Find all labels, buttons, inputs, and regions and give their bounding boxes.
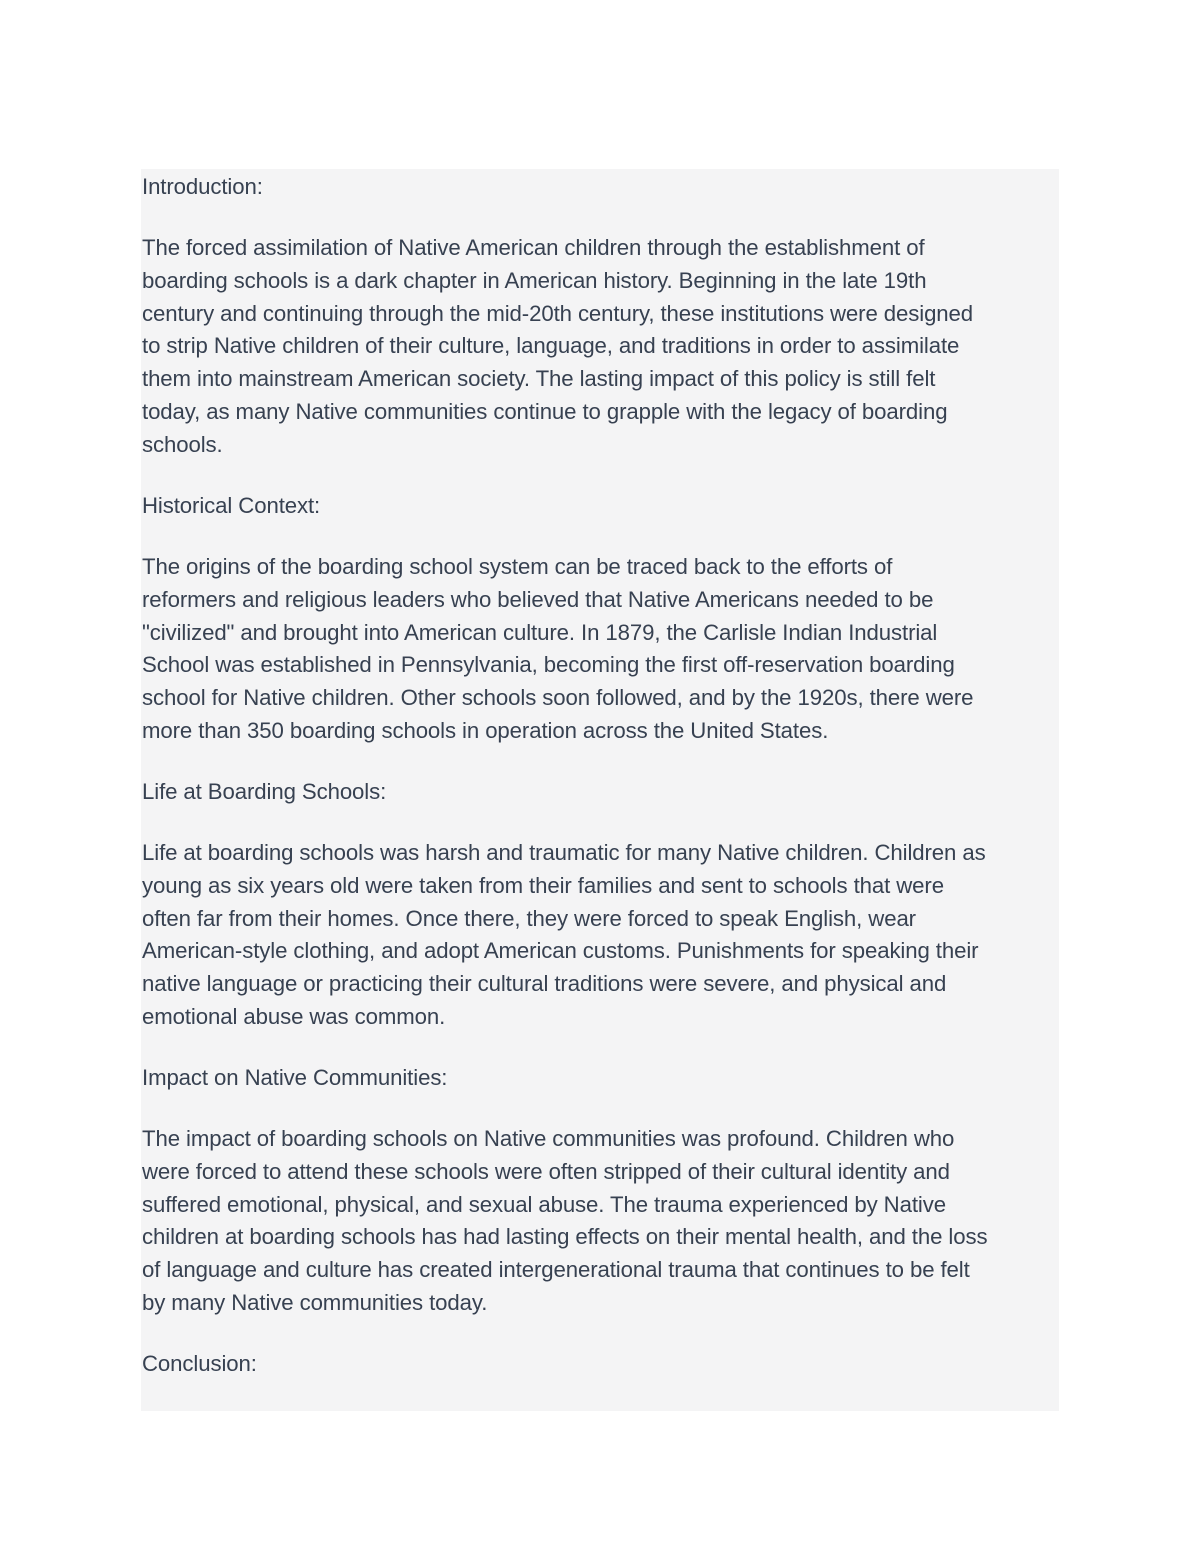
section-heading-historical-context: Historical Context: [142,492,321,518]
paragraph-line: were forced to attend these schools were often stripped of their cultural identity and [142,1159,950,1185]
section-heading-introduction: Introduction: [142,174,263,199]
paragraph-line: more than 350 boarding schools in operation across the United States. [142,717,829,743]
paragraph-line: "civilized" and brought into American culture. In 1879, the Carlisle Indian Industrial [142,619,938,645]
paragraph-line: to strip Native children of their culture, language, and traditions in order to assimilate [142,333,960,359]
section-paragraph-life-at-boarding-schools [142,837,1059,1033]
paragraph-line: School was established in Pennsylvania, becoming the first off-reservation boarding [142,652,955,678]
paragraph-line: reformers and religious leaders who believed that Native Americans needed to be [142,586,934,612]
document-text-block [141,169,1059,1411]
paragraph-line: The forced assimilation of Native American children through the establishment of [142,235,925,261]
paragraph-line: of language and culture has created intergenerational trauma that continues to be felt [142,1257,970,1283]
paragraph-line: often far from their homes. Once there, they were forced to speak English, wear [142,905,916,931]
paragraph-line: century and continuing through the mid-20th century, these institutions were designed [142,300,974,326]
paragraph-line: today, as many Native communities continue to grapple with the legacy of boarding [142,398,948,424]
paragraph-line: American-style clothing, and adopt American customs. Punishments for speaking their [142,938,979,964]
paragraph-line: The origins of the boarding school system can be traced back to the efforts of [142,554,893,580]
paragraph-line: children at boarding schools has had lasting effects on their mental health, and the loss [142,1224,988,1250]
paragraph-line: them into mainstream American society. The lasting impact of this policy is still felt [142,366,936,392]
paragraph-line: school for Native children. Other schools soon followed, and by the 1920s, there were [142,684,974,710]
paragraph-line: boarding schools is a dark chapter in American history. Beginning in the late 19th [142,268,927,293]
section-heading-conclusion: Conclusion: [142,1351,257,1377]
section-paragraph-introduction [142,232,1059,461]
section-paragraph-impact-on-native-communities [142,1123,1059,1319]
section-heading-life-at-boarding-schools: Life at Boarding Schools: [142,778,387,804]
section-paragraph-historical-context [142,551,1059,747]
section-heading-impact-on-native-communities: Impact on Native Communities: [142,1065,448,1091]
paragraph-line: emotional abuse was common. [142,1003,446,1029]
paragraph-line: by many Native communities today. [142,1289,488,1315]
paragraph-line: Life at boarding schools was harsh and traumatic for many Native children. Children as [142,840,986,866]
paragraph-line: young as six years old were taken from their families and sent to schools that were [142,872,944,898]
paragraph-line: suffered emotional, physical, and sexual abuse. The trauma experienced by Native [142,1191,946,1217]
paragraph-line: The impact of boarding schools on Native communities was profound. Children who [142,1126,955,1152]
paragraph-line: schools. [142,431,223,457]
paragraph-line: native language or practicing their cultural traditions were severe, and physical and [142,971,947,997]
